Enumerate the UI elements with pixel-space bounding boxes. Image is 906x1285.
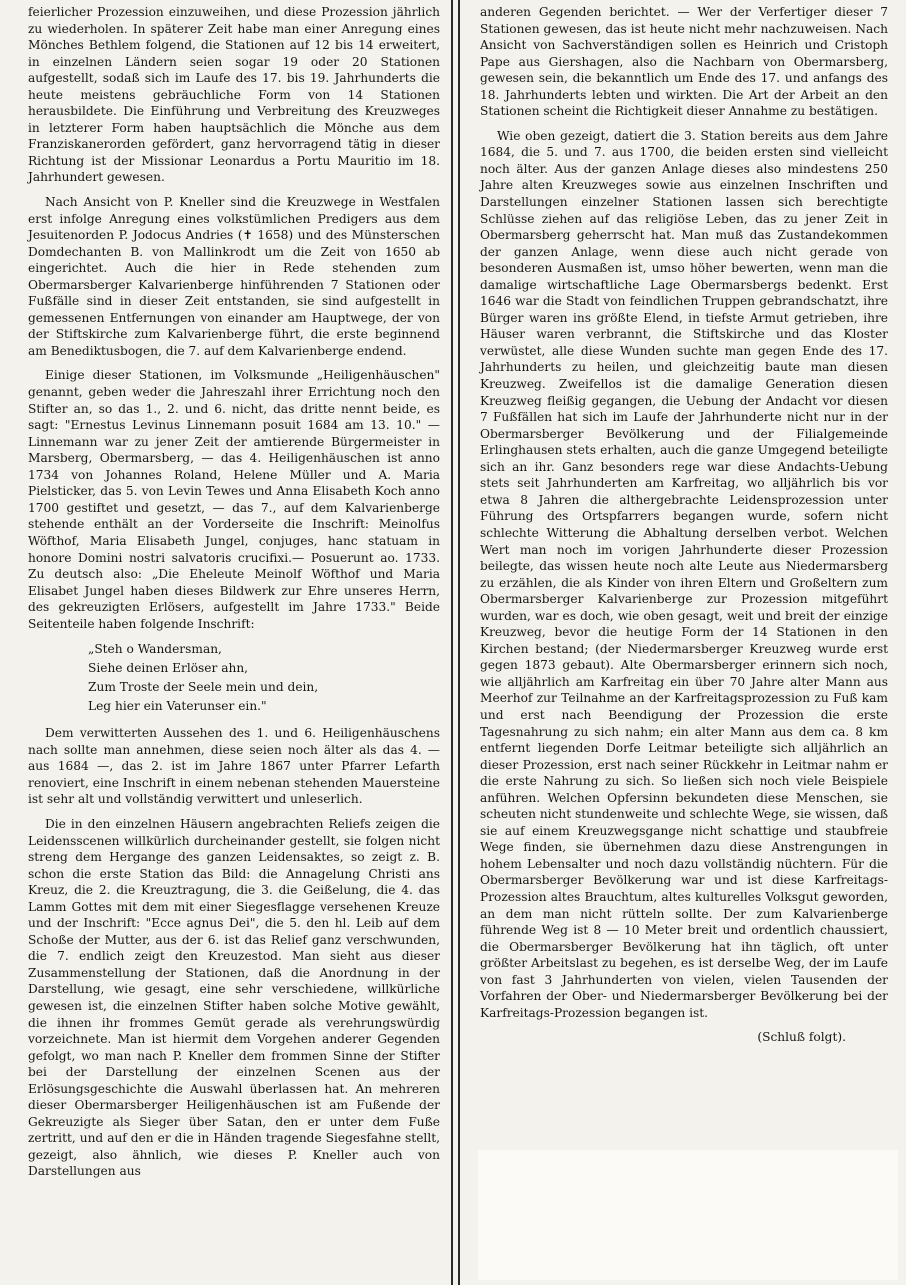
paragraph-intro-continued: feierlicher Prozession einzuweihen, und diese Prozession jährlich zu wiederholen. In späterer Zeit habe man einer Anregung eines Mönches Bethlem folgend, die Stationen auf 12 bis 14 erweitert, in einzelnen Ländern seien sogar 19 oder 20 Stationen aufgestellt, sodaß sich im Laufe des 17. bis 19. Jahrhunderts die heute meistens gebräuchliche Form von 14 Stationen herausbildete. Die Einführung und Verbreitung des Kreuzweges in letzterer Form haben hauptsächlich die Mönche aus dem Franziskanerorden gefördert, ganz hervorragend tätig in dieser Richtung ist der Missionar Leonardus a Portu Mauritio im 18. Jahrhundert gewesen. <box>28 5 440 185</box>
poem-line: Zum Troste der Seele mein und dein, <box>88 680 319 695</box>
paragraph-history: Wie oben gezeigt, datiert die 3. Station bereits aus dem Jahre 1684, die 5. und 7. aus 1700, die beiden ersten sind vielleicht noch älter. Aus der ganzen Anlage dieses also mindestens 250 Jahre alten Kreuzweges sowie aus einzelnen Inschriften und Darstellungen einzelner Stationen lassen sich berechtigte Schlüsse ziehen auf das religiöse Leben, das zu jener Zeit in Obermarsberg geherrscht hat. Man muß das Zustandekommen der ganzen Anlage, wenn diese auch nicht gerade von besonderen Ausmaßen ist, umso höher bewerten, wenn man die damalige wirtschaftliche Lage Obermarsbergs bedenkt. Erst 1646 war die Stadt von feindlichen Truppen gebrandschatzt, ihre Bürger waren ins größte Elend, in tiefste Armut getrieben, ihre Häuser waren verbrannt, die Stiftskirche und das Kloster verwüstet, alle diese Wunden suchte man gegen Ende des 17. Jahrhunderts zu heilen, und gleichzeitig baute man diesen Kreuzweg. Zweifellos ist die damalige Generation diesen Kreuzweg fleißig gegangen, die Uebung der Andacht vor diesen 7 Fußfällen hat sich im Laufe der Jahrhunderte nicht nur in der Obermarsberger Bevölkerung und der Filialgemeinde Erlinghausen stets erhalten, auch die ganze Umgegend beteiligte sich an ihr. Ganz besonders rege war diese Andachts-Uebung stets seit Jahrhunderten am Karfreitag, wo alljährlich bis vor etwa 8 Jahren die althergebrachte Leidensprozession unter Führung des Ortspfarrers begangen wurde, sofern nicht schlechte Witterung die Abhaltung derselben verbot. Welchen Wert man noch im vorigen Jahrhunderte dieser Prozession beilegte, das wissen heute noch alte Leute aus Niedermarsberg zu erzählen, die als Kinder von ihren Eltern und Großeltern zum Obermarsberger Kalvarienberge zur Prozession mitgeführt wurden, war es doch, wie oben gesagt, weit und breit der einzige Kreuzweg, bevor die heutige Form der 14 Stationen in den Kirchen bestand; (der Niedermarsberger Kreuzweg wurde erst gegen 1873 gebaut). Alte Obermarsberger erinnern sich noch, wie alljährlich am Karfreitag ein über 70 Jahre alter Mann aus Meerhof zur Teilnahme an der Karfreitagsprozession zu Fuß kam und erst nach Beendigung der Prozession die erste Tagesnahrung zu sich nahm; ein alter Mann aus dem ca. 8 km entfernt liegenden Dorfe Leitmar beteiligte sich alljährlich an dieser Prozession, erst nach seiner Rückkehr in Leitmar nahm er die erste Nahrung zu sich. So ließen sich noch viele Beispiele anführen. Welchen Opfersinn bekundeten diese Menschen, sie scheuten nicht stundenweite und schlechte Wege, sie wissen, daß sie auf einem Kreuzwegsgange nicht schattige und staubfreie Wege finden, sie übernehmen dazu diese Anstrengungen in hohem Lebensalter und noch dazu vollständig nüchtern. Für die Obermarsberger Bevölkerung war und ist diese Karfreitags-Prozession altes Brauchtum, altes kulturelles Volksgut geworden, an dem man nicht rütteln sollte. Der zum Kalvarienberge führende Weg ist 8 — 10 Meter breit und ordentlich chaussiert, die Obermarsberger Bevölkerung hat ihn täglich, oft unter größter Arbeitslast zu begehen, es ist derselbe Weg, der im Laufe von fast 3 Jahrhunderten von vielen, vielen Tausenden der Vorfahren der Ober- und Niedermarsberger Bevölkerung bei der Karfreitags-Prozession begangen ist. <box>480 128 888 1020</box>
right-column <box>480 4 888 1045</box>
paragraph-reliefs: Die in den einzelnen Häusern angebrachten Reliefs zeigen die Leidensscenen willkürlich durcheinander gestellt, sie folgen nicht streng dem Hergange des ganzen Leidensaktes, so zeigt z. B. schon die erste Station das Bild: die Annagelung Christi ans Kreuz, die 2. die Kreuztragung, die 3. die Geißelung, die 4. das Lamm Gottes mit dem mit einer Siegesflagge versehenen Kreuze und der Inschrift: "Ecce agnus Dei", die 5. den hl. Leib auf dem Schoße der Mutter, aus der 6. ist das Relief ganz verschwunden, die 7. endlich zeigt den Kreuzestod. Man sieht aus dieser Zusammenstellung der Stationen, daß die Anordnung in der Darstellung, wie gesagt, eine sehr verschiedene, willkürliche gewesen ist, die einzelnen Stifter haben solche Motive gewählt, die ihnen ihr frommes Gemüt gerade als verehrungswürdig vorzeichnete. Man ist hiermit dem Vorgehen anderer Gegenden gefolgt, wo man nach P. Kneller dem frommen Sinne der Stifter bei der Darstellung der einzelnen Scenen aus der Erlösungsgeschichte die Auswahl überlassen hat. An mehreren dieser Obermarsberger Heiligenhäuschen ist am Fußende der Gekreuzigte als Sieger über Satan, den er unter dem Fuße zertritt, und auf den er die in Händen tragende Siegesfahne stellt, gezeigt, also ähnlich, wie dieses P. Kneller auch von Darstellungen aus <box>28 816 440 1179</box>
blank-area <box>478 1150 898 1280</box>
poem-line: Siehe deinen Erlöser ahn, <box>88 661 249 676</box>
paragraph-maker: anderen Gegenden berichtet. — Wer der Verfertiger dieser 7 Stationen gewesen, das ist heute nicht mehr nachzuweisen. Nach Ansicht von Sachverständigen sollen es Heinrich und Cristoph Pape aus Giershagen, also die Nachbarn von Obermarsberg, gewesen sein, die bekanntlich um Ende des 17. und anfangs des 18. Jahrhunderts lebten und wirkten. Die Art der Arbeit an den Stationen scheint die Richtigkeit dieser Annahme zu bestätigen. <box>480 5 888 119</box>
poem-line: „Steh o Wandersman, <box>88 642 222 657</box>
paragraph-stations: Einige dieser Stationen, im Volksmunde „Heiligenhäuschen" genannt, geben weder die Jahreszahl ihrer Errichtung noch den Stifter an, so das 1., 2. und 6. nicht, das dritte nennt beide, es sagt: "Ernestus Levinus Linnemann posuit 1684 am 13. 10." — Linnemann war zu jener Zeit der amtierende Bürgermeister in Marsberg, Obermarsberg, — das 4. Heiligenhäuschen ist anno 1734 von Johannes Roland, Helene Müller und A. Maria Pielsticker, das 5. von Levin Tewes und Anna Elisabeth Koch anno 1700 gestiftet und gesetzt, — das 7., auf dem Kalvarienberge stehende enthält an der Vorderseite die Inschrift: Meinolfus Wöfthof, Maria Elisabeth Jungel, conjuges, hanc statuam in honore Domini nostri salvatoris crucifixi.— Posuerunt ao. 1733. Zu deutsch also: „Die Eheleute Meinolf Wöfthof und Maria Elisabet Jungel haben dieses Bildwerk zur Ehre unseres Herrn, des gekreuzigten Erlösers, aufgestellt im Jahre 1733." Beide Seitenteile haben folgende Inschrift: <box>28 368 440 631</box>
column-divider-line <box>451 0 453 1285</box>
paragraph-weathered: Dem verwitterten Aussehen des 1. und 6. Heiligenhäuschens nach sollte man annehmen, diese seien noch älter als das 4. — aus 1684 —, das 2. ist im Jahre 1867 unter Pfarrer Lefarth renoviert, eine Inschrift in einem nebenan stehenden Mauersteine ist sehr alt und vollständig verwittert und unleserlich. <box>28 726 440 807</box>
left-column <box>28 4 440 1282</box>
inscription-poem <box>88 640 440 716</box>
paragraph-kneller: Nach Ansicht von P. Kneller sind die Kreuzwege in Westfalen erst infolge Anregung eines volkstümlichen Predigers aus dem Jesuitenorden P. Jodocus Andries (✝ 1658) und des Münsterschen Domdechanten B. von Mallinkrodt um die Zeit von 1650 ab eingerichtet. Auch die hier in Rede stehenden zum Obermarsberger Kalvarienberge hinführenden 7 Stationen oder Fußfälle sind in dieser Zeit entstanden, sie sind aufgestellt in gemessenen Entfernungen von einander am Hauptwege, der von der Stiftskirche zum Kalvarienberge führt, die erste beginnend am Benediktusbogen, die 7. auf dem Kalvarienberge endend. <box>28 195 440 358</box>
to-be-continued-note: (Schluß folgt). <box>757 1030 846 1045</box>
poem-line: Leg hier ein Vaterunser ein." <box>88 699 267 714</box>
column-divider-line <box>458 0 460 1285</box>
